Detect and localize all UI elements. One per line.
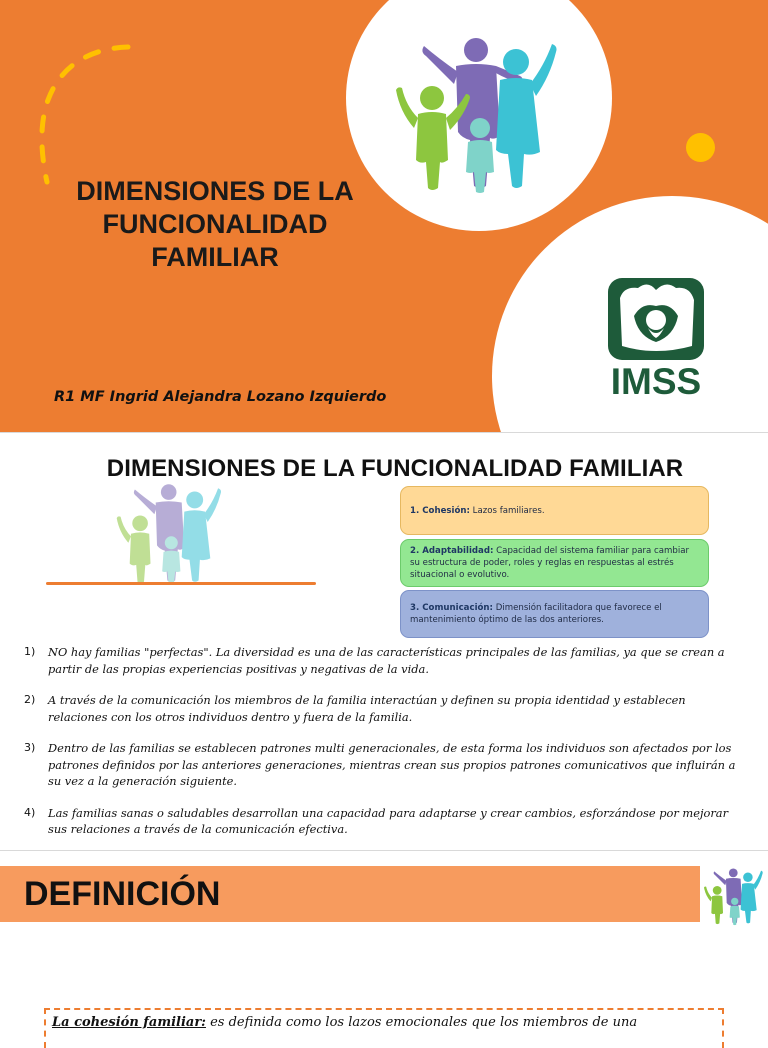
dimension-box-cohesion: [400, 486, 709, 535]
list-text: Las familias sanas o saludables desarrollan una capacidad para adaptarse y crear cambios, esforzándose por mejorar sus relaciones a través de la comunicación efectiva.: [48, 805, 729, 836]
dimension-text: Lazos familiares.: [472, 505, 545, 516]
imss-logo-icon: [604, 276, 708, 400]
list-item: [24, 805, 746, 838]
author-name: R1 MF Ingrid Alejandra Lozano Izquierdo: [54, 389, 387, 405]
slide-title: DIMENSIONES DE LA FUNCIONALIDAD FAMILIAR: [106, 455, 684, 482]
list-item: [24, 644, 746, 677]
dimensions-slide: [0, 432, 768, 851]
dimension-label: 2. Adaptabilidad:: [410, 546, 494, 556]
list-number: 2): [24, 693, 36, 706]
list-text: Dentro de las familias se establecen patrones multi generacionales, de esta forma los individuos son afectados por los patrones definidos por las anteriores generaciones, mientras crean sus propios patrones comunicativos que influirán a su vez a la generación siguiente.: [48, 741, 736, 788]
family-group-icon: [114, 483, 226, 587]
definition-slide: [0, 850, 768, 1030]
list-number: 1): [24, 645, 36, 658]
list-text: A través de la comunicación los miembros de la familia interactúan y definen su propia identidad y establecen relaciones con los otros individuos dentro y fuera de la familia.: [48, 693, 686, 724]
definition-text: [52, 1014, 716, 1032]
dimension-text: Capacidad del sistema familiar para cambiar su estructura de poder, roles y reglas en respuestas al estrés situacional o evolutivo.: [410, 546, 690, 580]
family-group-icon: [396, 36, 560, 196]
list-item: [24, 740, 746, 790]
family-group-icon: [704, 867, 764, 927]
dimension-box-communication: [400, 590, 709, 638]
dimension-label: 3. Comunicación:: [410, 603, 493, 613]
dimension-label: 1. Cohesión:: [410, 505, 470, 516]
slide-title: DEFINICIÓN: [24, 875, 221, 913]
list-item: [24, 692, 746, 725]
dimension-box-adaptability: [400, 539, 709, 587]
dot-decoration: [686, 133, 715, 162]
list-number: 3): [24, 741, 36, 754]
definition-box: [44, 1008, 724, 1048]
points-list: [24, 644, 746, 853]
dimension-text: Dimensión facilitadora que favorece el mantenimiento óptimo de las dos anteriores.: [410, 603, 662, 625]
imss-logo-text: IMSS: [610, 361, 702, 400]
decorative-underline: [46, 582, 316, 585]
definition-term: La cohesión familiar:: [52, 1015, 206, 1030]
title-slide: [0, 0, 768, 432]
presentation-title: DIMENSIONES DE LA FUNCIONALIDAD FAMILIAR: [76, 176, 354, 272]
dashed-arc-decoration: [0, 0, 150, 200]
list-text: NO hay familias "perfectas". La diversidad es una de las características principales de las familias, ya que se crean a partir de las propias experiencias positivas y negativas de la vida.: [48, 645, 725, 676]
definition-body: es definida como los lazos emocionales que los miembros de una: [205, 1015, 638, 1030]
list-number: 4): [24, 805, 36, 819]
